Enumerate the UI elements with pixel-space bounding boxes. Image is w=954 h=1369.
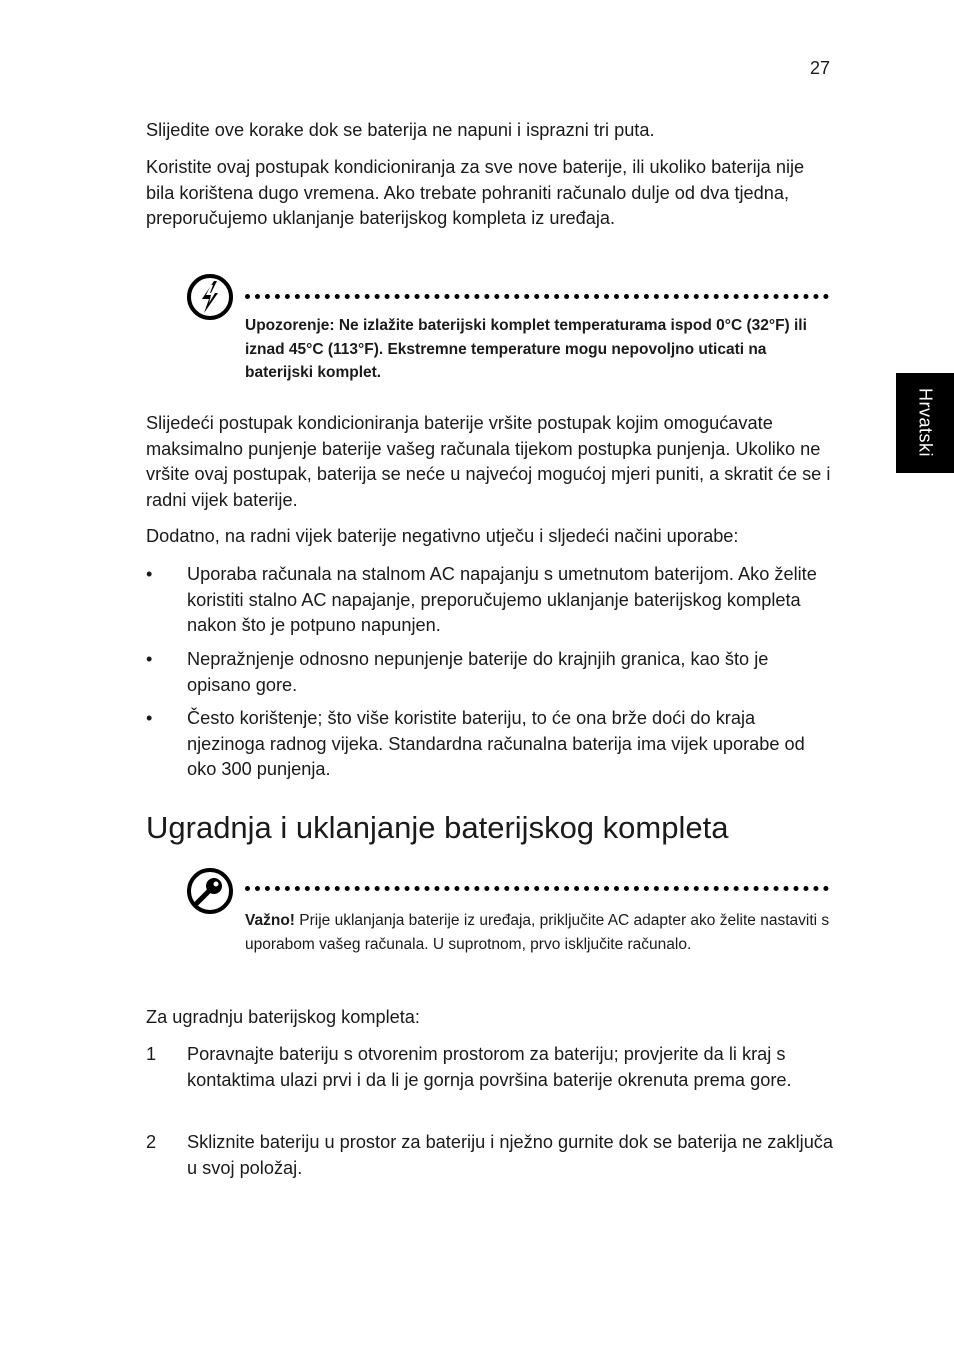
warning-lightning-icon xyxy=(186,273,234,321)
step-2-text: Skliznite bateriju u prostor za bateriju i nježno gurnite dok se baterija ne zaključa u svoj položaj. xyxy=(187,1132,834,1178)
language-tab-label: Hrvatski xyxy=(915,388,936,458)
page-number: 27 xyxy=(809,58,830,78)
section-heading: Ugradnja i uklanjanje baterijskog kompleta xyxy=(146,810,729,845)
body-paragraph-4: Dodatno, na radni vijek baterije negativno utječu i sljedeći načini uporabe: xyxy=(146,526,739,546)
bullet-item-3: Često korištenje; što više koristite bateriju, to će ona brže doći do kraja njezinoga radnog vijeka. Standardna računalna baterija ima vijek uporabe od oko 300 punjenja. xyxy=(187,708,805,779)
body-paragraph-3: Slijedeći postupak kondicioniranja baterije vršite postupak kojim omogućavate maksimalno punjenje baterije vašeg računala tijekom postupka punjenja. Ukoliko ne vršite ovaj postupak, baterija se neće u najvećoj mogućoj mjeri puniti, a skratit će se i radni vijek baterije. xyxy=(146,413,831,510)
note-divider xyxy=(245,294,829,299)
note-divider xyxy=(245,886,829,891)
language-tab xyxy=(896,373,954,473)
important-label: Važno! xyxy=(245,912,295,929)
step-1-text: Poravnajte bateriju s otvorenim prostorom za bateriju; provjerite da li kraj s kontaktima ulazi prvi i da li je gornja površina baterije okrenuta prema gore. xyxy=(187,1044,792,1090)
warning-text: Upozorenje: Ne izlažite baterijski komplet temperaturama ispod 0°C (32°F) ili iznad 45°C (113°F). Ekstremne temperature mogu nepovoljno uticati na baterijski komplet. xyxy=(245,317,807,381)
important-key-icon xyxy=(186,867,234,915)
intro-paragraph-2: Koristite ovaj postupak kondicioniranja za sve nove baterije, ili ukoliko baterija nije bila korištena dugo vremena. Ako trebate pohraniti računalo dulje od dva tjedna, preporučujemo uklanjanje baterijskog kompleta iz uređaja. xyxy=(146,157,805,228)
important-text: Prije uklanjanja baterije iz uređaja, priključite AC adapter ako želite nastaviti s uporabom vašeg računala. U suprotnom, prvo isključite računalo. xyxy=(245,912,830,953)
step-number: 2 xyxy=(146,1132,157,1152)
bullet-item-1: Uporaba računala na stalnom AC napajanju s umetnutom baterijom. Ako želite koristiti stalno AC napajanje, preporučujemo uklanjanje baterijskog kompleta nakon što je potpuno napunjen. xyxy=(187,564,817,635)
step-number: 1 xyxy=(146,1044,157,1064)
bullet-symbol: • xyxy=(146,708,153,728)
important-note-text xyxy=(245,909,830,956)
bullet-item-2: Nepražnjenje odnosno nepunjenje baterije do krajnjih granica, kao što je opisano gore. xyxy=(187,649,769,695)
bullet-symbol: • xyxy=(146,564,153,584)
bullet-symbol: • xyxy=(146,649,153,669)
install-intro: Za ugradnju baterijskog kompleta: xyxy=(146,1007,420,1027)
intro-paragraph-1: Slijedite ove korake dok se baterija ne napuni i isprazni tri puta. xyxy=(146,120,655,140)
